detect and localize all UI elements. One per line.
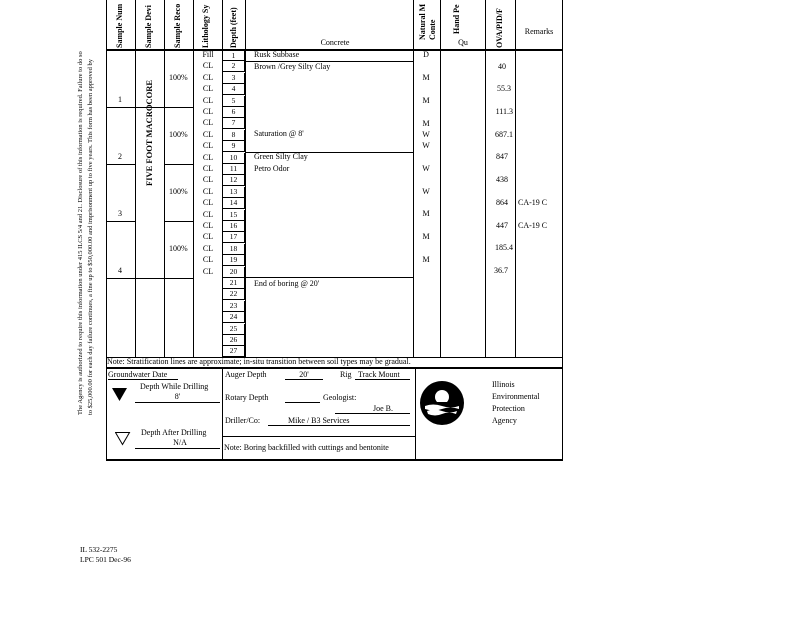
description-text: Green Silty Clay bbox=[254, 152, 308, 161]
ova-value: 438 bbox=[496, 175, 508, 184]
description-text: Brown /Grey Silty Clay bbox=[254, 62, 331, 71]
sample-number: 4 bbox=[118, 266, 122, 275]
depth-cell: 10 bbox=[222, 153, 245, 164]
depth-cell: 11 bbox=[222, 164, 245, 175]
depth-after-drilling-value: N/A bbox=[173, 438, 187, 447]
iepa-logo-icon bbox=[419, 380, 465, 426]
remark-text: CA-19 C bbox=[518, 198, 548, 207]
sample-number: 1 bbox=[118, 95, 122, 104]
ova-value: 864 bbox=[496, 198, 508, 207]
depth-cell: 26 bbox=[222, 335, 245, 346]
ova-value: 847 bbox=[496, 152, 508, 161]
sample-recovery: 100% bbox=[169, 130, 188, 139]
lithology-cell: CL bbox=[202, 152, 214, 162]
depth-cell: 7 bbox=[222, 118, 245, 129]
lithology-cell: CL bbox=[202, 232, 214, 242]
ova-value: 36.7 bbox=[494, 266, 508, 275]
header-natural-moisture: Natural M Conte bbox=[418, 3, 437, 40]
depth-cell: 24 bbox=[222, 312, 245, 323]
lithology-cell: CL bbox=[202, 243, 214, 253]
depth-cell: 13 bbox=[222, 187, 245, 198]
moisture-value: W bbox=[422, 130, 430, 139]
depth-cell: 5 bbox=[222, 96, 245, 107]
depth-cell: 25 bbox=[222, 324, 245, 335]
depth-cell: 27 bbox=[222, 346, 245, 357]
moisture-value: D bbox=[423, 50, 429, 59]
lithology-cell: CL bbox=[202, 107, 214, 116]
depth-cell: 9 bbox=[222, 141, 245, 152]
agency-name-line: Agency bbox=[492, 416, 517, 425]
sample-number: 2 bbox=[118, 152, 122, 161]
moisture-value: W bbox=[422, 187, 430, 196]
depth-cell: 18 bbox=[222, 244, 245, 255]
depth-cell: 16 bbox=[222, 221, 245, 232]
depth-cell: 22 bbox=[222, 289, 245, 300]
ova-value: 55.3 bbox=[497, 84, 511, 93]
sample-recovery: 100% bbox=[169, 187, 188, 196]
form-id: IL 532-2275 bbox=[80, 545, 118, 554]
description-text: Rusk Subbase bbox=[254, 50, 300, 59]
disclosure-text-1: The Agency is authorized to require this information under 415 ILCS 5/4 and 21. Disclosure of this information is required. Failure to do so bbox=[77, 51, 84, 415]
agency-name-line: Environmental bbox=[492, 392, 540, 401]
remark-text: CA-19 C bbox=[518, 221, 548, 230]
header-hand-pen: Hand Pe bbox=[452, 4, 461, 34]
depth-cell: 20 bbox=[222, 267, 245, 278]
backfill-note: Note: Boring backfilled with cuttings and bentonite bbox=[224, 443, 389, 452]
lithology-cell: CL bbox=[202, 141, 214, 151]
depth-cell: 17 bbox=[222, 232, 245, 243]
depth-cell: 14 bbox=[222, 198, 245, 209]
description-text: End of boring @ 20' bbox=[254, 279, 320, 288]
moisture-value: W bbox=[422, 141, 430, 150]
form-revision: LPC 501 Dec-96 bbox=[80, 555, 131, 564]
header-sample-recovery: Sample Reco bbox=[173, 3, 182, 48]
disclosure-text-2: to $25,000.00 for each day failure continues, a fine up to $50,000.00 and imprisonment up to five years. This form has been approved by bbox=[87, 58, 94, 415]
ova-value: 687.1 bbox=[495, 130, 513, 139]
moisture-value: M bbox=[422, 255, 430, 264]
lithology-cell: CL bbox=[202, 221, 214, 230]
lithology-cell: CL bbox=[202, 186, 214, 196]
moisture-value: W bbox=[422, 164, 430, 173]
description-text: Saturation @ 8' bbox=[254, 129, 304, 138]
depth-cell: 1 bbox=[222, 50, 245, 61]
moisture-value: M bbox=[422, 209, 430, 218]
lithology-cell: CL bbox=[202, 95, 214, 105]
moisture-value: M bbox=[422, 73, 430, 82]
auger-depth-label: Auger Depth bbox=[225, 370, 267, 379]
sample-device-label: FIVE FOOT MACROCORE bbox=[144, 79, 154, 186]
rotary-depth-label: Rotary Depth bbox=[225, 393, 269, 402]
rig-label: Rig bbox=[340, 370, 352, 379]
header-surface: Concrete bbox=[320, 38, 350, 47]
driller-label: Driller/Co: bbox=[225, 416, 261, 425]
depth-cell: 19 bbox=[222, 255, 245, 266]
depth-after-drilling-label: Depth After Drilling bbox=[141, 428, 207, 437]
description-text: Petro Odor bbox=[254, 164, 290, 173]
depth-while-drilling-label: Depth While Drilling bbox=[140, 382, 209, 391]
depth-while-drilling-value: 8' bbox=[174, 392, 181, 401]
lithology-cell: CL bbox=[202, 209, 214, 219]
depth-cell: 4 bbox=[222, 84, 245, 95]
header-lithology: Lithology Sy bbox=[201, 4, 210, 48]
lithology-cell: CL bbox=[202, 198, 214, 208]
water-level-filled-icon bbox=[112, 388, 128, 402]
geologist-label: Geologist: bbox=[323, 393, 357, 402]
moisture-value: M bbox=[422, 96, 430, 105]
groundwater-title: Groundwater Date bbox=[108, 370, 168, 379]
depth-cell: 6 bbox=[222, 107, 245, 118]
lithology-cell: CL bbox=[202, 164, 214, 173]
header-remarks: Remarks bbox=[524, 27, 554, 36]
ova-value: 40 bbox=[498, 62, 506, 71]
geologist-value: Joe B. bbox=[373, 404, 393, 413]
agency-name-line: Illinois bbox=[492, 380, 515, 389]
lithology-cell: CL bbox=[202, 61, 214, 71]
ova-value: 111.3 bbox=[495, 107, 513, 116]
auger-depth-value: 20' bbox=[299, 370, 309, 379]
lithology-cell: CL bbox=[202, 118, 214, 128]
lithology-cell: CL bbox=[202, 255, 214, 265]
stratification-note: Note: Stratification lines are approximate; in-situ transition between soil types may be gradual. bbox=[107, 357, 411, 366]
lithology-cell: CL bbox=[202, 266, 214, 276]
depth-cell: 15 bbox=[222, 210, 245, 221]
sample-recovery: 100% bbox=[169, 244, 188, 253]
lithology-cell: CL bbox=[202, 72, 214, 82]
moisture-value: M bbox=[422, 232, 430, 241]
header-qu: Qu bbox=[458, 38, 468, 47]
header-depth: Depth (feet) bbox=[229, 7, 238, 48]
header-ova: OVA/PID/F bbox=[495, 8, 504, 48]
water-level-outline-icon bbox=[115, 432, 131, 446]
lithology-cell: CL bbox=[202, 129, 214, 139]
depth-cell: 23 bbox=[222, 301, 245, 312]
ova-value: 447 bbox=[496, 221, 508, 230]
depth-cell: 2 bbox=[222, 61, 245, 72]
lithology-cell: CL bbox=[202, 175, 214, 185]
lithology-cell: Fill bbox=[202, 50, 214, 59]
depth-cell: 3 bbox=[222, 73, 245, 84]
depth-cell: 12 bbox=[222, 175, 245, 186]
header-sample-device: Sample Devi bbox=[144, 5, 153, 48]
rig-value: Track Mount bbox=[358, 370, 400, 379]
driller-value: Mike / B3 Services bbox=[288, 416, 350, 425]
header-sample-number: Sample Num bbox=[115, 3, 124, 48]
moisture-value: M bbox=[422, 119, 430, 128]
sample-number: 3 bbox=[118, 209, 122, 218]
agency-name-line: Protection bbox=[492, 404, 525, 413]
sample-recovery: 100% bbox=[169, 73, 188, 82]
ova-value: 185.4 bbox=[495, 243, 513, 252]
lithology-cell: CL bbox=[202, 84, 214, 94]
depth-cell: 8 bbox=[222, 130, 245, 141]
depth-cell: 21 bbox=[222, 278, 245, 289]
